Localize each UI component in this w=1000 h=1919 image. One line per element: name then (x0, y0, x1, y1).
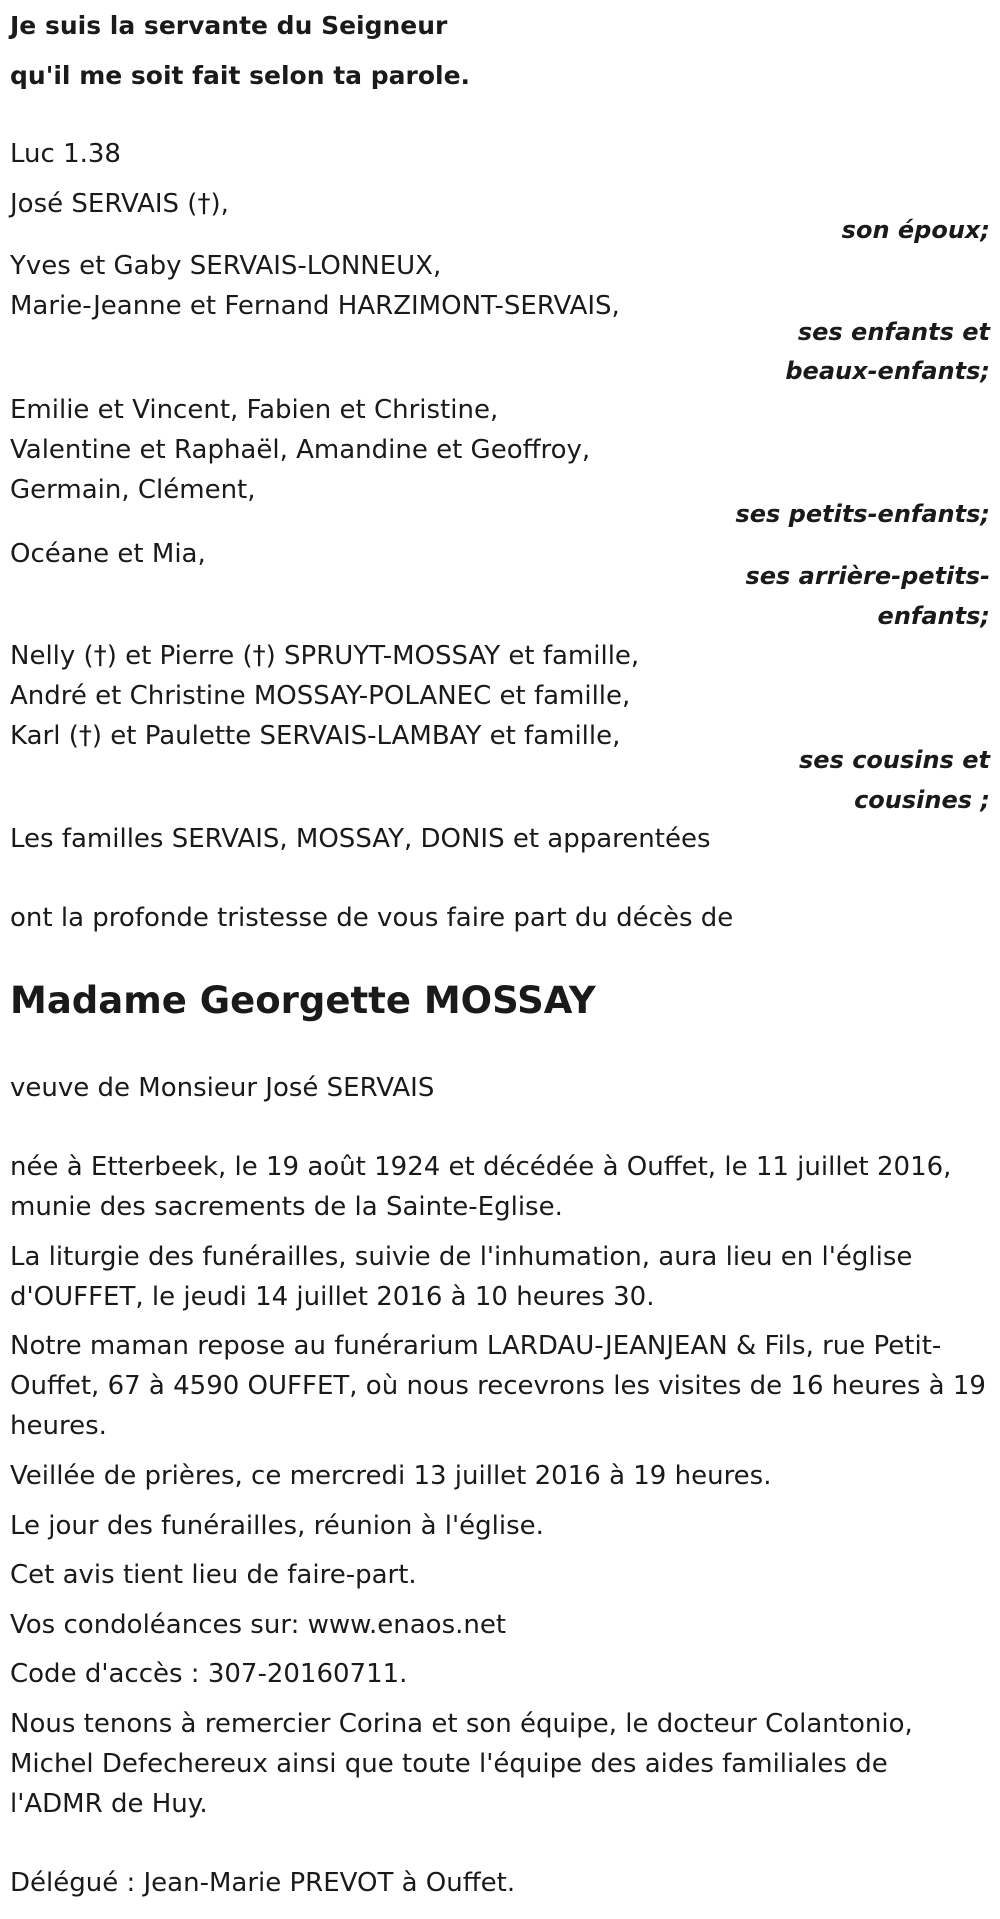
thanks-line: l'ADMR de Huy. (10, 1789, 208, 1819)
thanks-line: Michel Defechereux ainsi que toute l'équipe des aides familiales de (10, 1749, 888, 1779)
families-line: Les familles SERVAIS, MOSSAY, DONIS et apparentées (10, 824, 711, 854)
great-grandchildren: Océane et Mia, (10, 539, 206, 569)
birth-death-line: munie des sacrements de la Sainte-Eglise. (10, 1192, 563, 1222)
great-grandchildren-relation-line: enfants; (877, 602, 990, 630)
verse-line-1: Je suis la servante du Seigneur (10, 11, 448, 40)
child-line: Yves et Gaby SERVAIS-LONNEUX, (10, 251, 442, 281)
verse-line-2: qu'il me soit fait selon ta parole. (10, 61, 471, 90)
liturgy-line: d'OUFFET, le jeudi 14 juillet 2016 à 10 heures 30. (10, 1282, 655, 1312)
notice-line: Cet avis tient lieu de faire-part. (10, 1560, 417, 1590)
cousin-line: André et Christine MOSSAY-POLANEC et famille, (10, 681, 631, 711)
deceased-name: Madame Georgette MOSSAY (10, 979, 596, 1022)
funerarium-line: Ouffet, 67 à 4590 OUFFET, où nous recevrons les visites de 16 heures à 19 (10, 1371, 986, 1401)
thanks-line: Nous tenons à remercier Corina et son équipe, le docteur Colantonio, (10, 1709, 913, 1739)
children-relation-line: ses enfants et (797, 318, 990, 346)
cousins-relation-line: ses cousins et (799, 746, 990, 774)
funerarium-line: Notre maman repose au funérarium LARDAU-JEANJEAN & Fils, rue Petit- (10, 1331, 942, 1361)
funerarium-line: heures. (10, 1411, 107, 1441)
great-grandchildren-relation-line: ses arrière-petits- (745, 562, 990, 590)
cousin-line: Nelly (†) et Pierre (†) SPRUYT-MOSSAY et famille, (10, 641, 640, 671)
grandchild-line: Germain, Clément, (10, 475, 256, 505)
vigil-line: Veillée de prières, ce mercredi 13 juillet 2016 à 19 heures. (10, 1461, 772, 1491)
birth-death-line: née à Etterbeek, le 19 août 1924 et décédée à Ouffet, le 11 juillet 2016, (10, 1152, 952, 1182)
husband-name: José SERVAIS (†), (10, 189, 229, 219)
grandchild-line: Emilie et Vincent, Fabien et Christine, (10, 395, 499, 425)
grandchildren-relation: ses petits-enfants; (735, 500, 990, 528)
children-relation-line: beaux-enfants; (785, 357, 990, 385)
announcement: ont la profonde tristesse de vous faire part du décès de (10, 903, 734, 933)
cousin-line: Karl (†) et Paulette SERVAIS-LAMBAY et famille, (10, 721, 621, 751)
condolences-line: Vos condoléances sur: www.enaos.net (10, 1610, 507, 1640)
verse-reference: Luc 1.38 (10, 139, 121, 169)
husband-relation: son époux; (841, 216, 990, 244)
child-line: Marie-Jeanne et Fernand HARZIMONT-SERVAIS, (10, 291, 620, 321)
meeting-line: Le jour des funérailles, réunion à l'église. (10, 1511, 544, 1541)
liturgy-line: La liturgie des funérailles, suivie de l'inhumation, aura lieu en l'église (10, 1242, 913, 1272)
grandchild-line: Valentine et Raphaël, Amandine et Geoffroy, (10, 435, 591, 465)
delegate-line: Délégué : Jean-Marie PREVOT à Ouffet. (10, 1868, 516, 1898)
widow-of: veuve de Monsieur José SERVAIS (10, 1073, 435, 1103)
access-code-line: Code d'accès : 307-20160711. (10, 1659, 408, 1689)
cousins-relation-line: cousines ; (854, 786, 990, 814)
